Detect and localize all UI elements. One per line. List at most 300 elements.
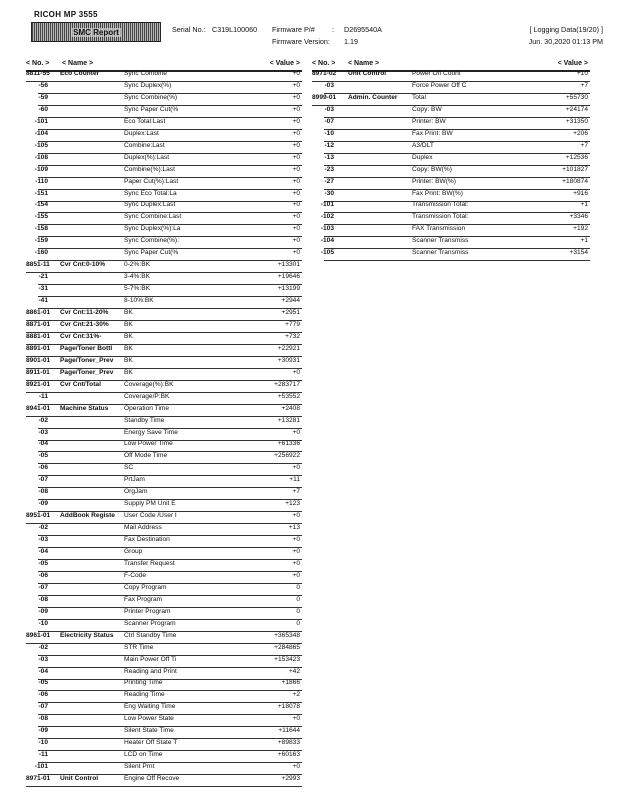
left-table-row	[26, 727, 302, 739]
left-table-row	[26, 512, 302, 524]
counter-number: -10	[324, 129, 334, 137]
counter-number: -02	[38, 524, 48, 532]
right-table-row	[312, 82, 590, 94]
printer-model: RICOH MP 3555	[34, 10, 98, 19]
counter-name: Eco Total:Last	[124, 117, 166, 125]
left-table-row	[26, 106, 302, 118]
left-table-row	[26, 273, 302, 285]
counter-name: Off Mode Time	[124, 452, 168, 460]
counter-value: +180874	[562, 177, 588, 185]
counter-number: -08	[38, 488, 48, 496]
counter-name: Copy: BW	[412, 105, 442, 113]
left-table-row	[26, 297, 302, 309]
counter-value: +192	[573, 225, 588, 233]
counter-group: Cvr Cnt:21-30%	[60, 320, 109, 328]
counter-group: Page/Toner Bottl	[60, 344, 113, 352]
counter-name: Combine:Last	[124, 141, 165, 149]
counter-number: -10	[38, 619, 48, 627]
left-table-row	[26, 596, 302, 608]
counter-number: -27	[324, 177, 334, 185]
left-table-row	[26, 309, 302, 321]
left-no-header: < No. >	[26, 60, 50, 67]
counter-name: Low Power Time	[124, 440, 173, 448]
counter-number: -105	[320, 249, 334, 257]
left-table-row	[26, 225, 302, 237]
counter-name: Copy Program	[124, 583, 167, 591]
left-table-row	[26, 440, 302, 452]
counter-name: Sync Paper Cut(%	[124, 249, 179, 257]
counter-value: +10	[576, 70, 588, 77]
right-table-row	[312, 94, 590, 106]
counter-value: +0	[292, 225, 300, 233]
counter-value: +55730	[565, 93, 588, 101]
counter-name: Low Power State	[124, 715, 174, 723]
left-table-row	[26, 82, 302, 94]
counter-name: Combine(%):Last	[124, 165, 175, 173]
right-table-row	[312, 118, 590, 130]
serial-label: Serial No.:	[172, 25, 206, 34]
counter-value: +13301	[277, 261, 300, 269]
counter-number: -151	[34, 189, 48, 197]
left-name-header: < Name >	[62, 60, 94, 67]
counter-value: +2951	[281, 309, 300, 316]
counter-group: Electricity Status	[60, 631, 114, 639]
left-table-row	[26, 166, 302, 178]
counter-value: +3154	[569, 249, 588, 257]
counter-number: -60	[38, 105, 48, 113]
counter-value: +0	[292, 165, 300, 173]
left-table-row	[26, 500, 302, 512]
counter-number: -10	[38, 739, 48, 747]
counter-value: +11644	[278, 727, 300, 735]
counter-number: -23	[324, 165, 334, 173]
counter-number: -04	[38, 667, 48, 675]
counter-name: Supply PM Unit E	[124, 500, 176, 508]
counter-name: F-Code	[124, 571, 146, 579]
counter-name: Operation Time	[124, 404, 170, 412]
counter-name: Silent State Time	[124, 727, 174, 735]
counter-name: Reading and Print	[124, 667, 177, 675]
counter-number: -154	[34, 201, 48, 209]
counter-name: Sync Combine(%):	[124, 237, 179, 245]
counter-value: +1	[580, 237, 588, 245]
counter-number: -05	[38, 452, 48, 460]
left-table-row	[26, 94, 302, 106]
counter-name: Energy Save Time	[124, 428, 178, 436]
left-table-row	[26, 429, 302, 441]
counter-name: Duplex(%):Last	[124, 153, 170, 161]
counter-value: +19646	[277, 273, 300, 281]
right-table-row	[312, 225, 590, 237]
counter-number: 8961-01	[26, 631, 51, 639]
counter-name: Sync Combine	[124, 70, 167, 77]
counter-number: -03	[38, 536, 48, 544]
left-table-row	[26, 369, 302, 381]
counter-value: +11	[289, 476, 300, 484]
counter-value: +732	[285, 332, 300, 340]
counter-value: +0	[292, 81, 300, 89]
counter-name: Scanner Transmiss	[412, 249, 469, 257]
counter-value: +0	[292, 464, 300, 472]
right-no-header: < No. >	[312, 60, 336, 67]
counter-number: -109	[34, 165, 48, 173]
counter-number: -41	[38, 297, 48, 305]
counter-value: 0	[296, 619, 300, 627]
counter-name: A3/DLT	[412, 141, 434, 149]
counter-number: -07	[324, 117, 334, 125]
counter-number: -11	[38, 392, 48, 400]
logging-data: [ Logging Data(19/20) ]	[529, 25, 603, 34]
left-table-row	[26, 381, 302, 393]
left-counter-table	[26, 68, 302, 796]
counter-number: 8901-01	[26, 356, 51, 364]
serial-value: C319L100060	[212, 25, 258, 34]
left-table-row	[26, 70, 302, 82]
counter-number: -11	[38, 751, 48, 759]
counter-value: +60163	[277, 751, 300, 759]
counter-name: Standby Time	[124, 416, 165, 424]
counter-name: Copy: BW(%)	[412, 165, 452, 173]
counter-number: -09	[38, 727, 48, 735]
counter-value: +0	[292, 512, 300, 520]
left-table-row	[26, 357, 302, 369]
left-table-row	[26, 703, 302, 715]
counter-name: Coverage/P:BK	[124, 392, 170, 400]
counter-value: +0	[292, 249, 300, 257]
left-table-row	[26, 452, 302, 464]
right-name-header: < Name >	[348, 60, 380, 67]
counter-name: Paper Cut(%):Last	[124, 177, 179, 185]
counter-value: +42	[288, 667, 300, 675]
counter-value: +0	[292, 177, 300, 185]
left-table-row	[26, 536, 302, 548]
right-table-row	[312, 178, 590, 190]
counter-number: -13	[324, 153, 334, 161]
counter-name: Fax Print: BW(%)	[412, 189, 463, 197]
counter-number: -102	[320, 213, 334, 221]
counter-name: BK	[124, 344, 133, 352]
counter-number: 8971-02	[312, 70, 337, 77]
left-table-row	[26, 691, 302, 703]
counter-value: +365348	[274, 631, 300, 639]
left-table-row	[26, 608, 302, 620]
right-table-row	[312, 154, 590, 166]
counter-name: FAX Transmission	[412, 225, 466, 233]
counter-number: -31	[38, 285, 48, 293]
counter-name: Fax Program	[124, 595, 163, 603]
left-table-row	[26, 118, 302, 130]
firmware-version-label: Firmware Version:	[272, 37, 330, 46]
counter-name: Transfer Request	[124, 559, 175, 567]
counter-value: +0	[292, 548, 300, 555]
counter-number: -105	[34, 141, 48, 149]
counter-value: +13	[288, 524, 300, 532]
counter-value: +1866	[281, 679, 300, 687]
left-table-row	[26, 739, 302, 751]
left-table-row	[26, 464, 302, 476]
counter-name: BK	[124, 309, 133, 316]
left-table-row	[26, 548, 302, 560]
counter-group: Unit Control	[60, 775, 99, 783]
counter-number: 8951-01	[26, 512, 51, 520]
counter-group: AddBook Registe	[60, 512, 115, 520]
left-table-row	[26, 178, 302, 190]
right-counter-table	[312, 68, 590, 268]
right-table-row	[312, 142, 590, 154]
counter-name: User Code /User I	[124, 512, 177, 520]
counter-name: BK	[124, 320, 133, 328]
report-date: Jun. 30,2020 01:13 PM	[528, 37, 603, 46]
counter-name: SC	[124, 464, 134, 472]
counter-name: Group	[124, 548, 143, 555]
counter-name: Printing Time	[124, 679, 163, 687]
counter-number: -03	[38, 655, 48, 663]
counter-value: +7	[292, 488, 300, 496]
counter-value: +2408	[281, 404, 300, 412]
counter-number: -158	[34, 225, 48, 233]
counter-name: Silent Prnt	[124, 763, 155, 771]
counter-name: Sync Duplex(%):La	[124, 225, 181, 233]
counter-name: Transmission Total:	[412, 201, 469, 209]
counter-number: -103	[320, 225, 334, 233]
counter-value: +30931	[277, 356, 300, 364]
counter-name: Printer: BW	[412, 117, 446, 125]
counter-name: Sync Duplex(%)	[124, 81, 172, 89]
counter-name: Sync Combine(%)	[124, 93, 178, 101]
counter-value: +916	[573, 189, 588, 197]
firmware-pn-label: Firmware P/#	[272, 25, 315, 34]
counter-number: -59	[38, 93, 48, 101]
counter-name: BK	[124, 332, 133, 340]
counter-number: -03	[38, 428, 48, 436]
counter-name: Ctrl Standby Time	[124, 631, 177, 639]
counter-number: -07	[38, 476, 48, 484]
left-table-row	[26, 154, 302, 166]
counter-number: -06	[38, 571, 48, 579]
counter-value: 0	[296, 583, 300, 591]
counter-name: 8-10%:BK	[124, 297, 154, 305]
counter-number: -08	[38, 715, 48, 723]
counter-value: +13281	[277, 416, 300, 424]
left-table-row	[26, 656, 302, 668]
counter-name: Mail Address	[124, 524, 162, 532]
counter-name: STR Time	[124, 643, 154, 651]
counter-value: 0	[296, 595, 300, 603]
right-table-row	[312, 249, 590, 261]
smc-report-badge	[31, 22, 161, 42]
counter-value: +779	[285, 320, 300, 328]
counter-number: 8921-01	[26, 380, 51, 388]
counter-number: -05	[38, 679, 48, 687]
counter-name: Fax Destination	[124, 536, 170, 544]
counter-value: +0	[292, 763, 300, 771]
counter-number: -160	[34, 249, 48, 257]
left-table-row	[26, 488, 302, 500]
counter-number: -101	[320, 201, 334, 209]
left-table-row	[26, 572, 302, 584]
counter-group: Admin. Counter	[348, 93, 398, 101]
counter-group: Page/Toner_Prev	[60, 368, 114, 376]
left-table-row	[26, 237, 302, 249]
left-table-row	[26, 763, 302, 775]
counter-number: -02	[38, 416, 48, 424]
row-underline	[26, 786, 302, 787]
counter-name: 5-7%:BK	[124, 285, 151, 293]
counter-name: Sync Duplex:Last	[124, 201, 176, 209]
right-table-row	[312, 213, 590, 225]
counter-number: 8851-11	[26, 261, 50, 269]
left-value-header: < Value >	[269, 60, 300, 67]
counter-name: Total	[412, 93, 426, 101]
counter-value: +0	[292, 536, 300, 544]
left-table-row	[26, 715, 302, 727]
counter-number: -03	[324, 105, 334, 113]
counter-value: +89833	[277, 739, 300, 747]
left-table-row	[26, 321, 302, 333]
counter-number: -08	[38, 595, 48, 603]
left-table-row	[26, 190, 302, 202]
counter-number: -12	[324, 141, 334, 149]
left-table-row	[26, 333, 302, 345]
counter-name: Heater Off State T	[124, 739, 178, 747]
counter-number: -07	[38, 703, 48, 711]
counter-value: +13199	[277, 285, 300, 293]
right-value-header: < Value >	[557, 60, 588, 67]
left-table-row	[26, 775, 302, 787]
counter-number: -104	[34, 129, 48, 137]
left-table-row	[26, 668, 302, 680]
left-table-row	[26, 584, 302, 596]
counter-name: Printer Program	[124, 607, 171, 615]
counter-number: -04	[38, 440, 48, 448]
counter-number: -02	[38, 643, 48, 651]
counter-value: +0	[292, 213, 300, 221]
left-table-row	[26, 393, 302, 405]
left-table-row	[26, 405, 302, 417]
counter-value: +284865	[274, 643, 300, 651]
counter-number: 8891-01	[26, 344, 51, 352]
counter-name: Main Power Off Ti	[124, 655, 177, 663]
left-table-row	[26, 644, 302, 656]
left-table-row	[26, 345, 302, 357]
right-table-row	[312, 201, 590, 213]
counter-group: Cvr Cnt:11-20%	[60, 309, 109, 316]
counter-value: +0	[292, 201, 300, 209]
smc-report-label: SMC Report	[73, 27, 119, 37]
counter-value: +22921	[277, 344, 300, 352]
counter-name: Printer: BW(%)	[412, 177, 456, 185]
left-table-row	[26, 560, 302, 572]
counter-group: Cvr Cnt/Total	[60, 380, 101, 388]
counter-name: Sync Eco Total:La	[124, 189, 177, 197]
counter-value: +206	[573, 129, 588, 137]
left-table-row	[26, 285, 302, 297]
right-table-row	[312, 237, 590, 249]
counter-number: -110	[35, 177, 48, 185]
counter-group: Eco Counter	[60, 70, 100, 77]
counter-name: Transmission Total:	[412, 213, 469, 221]
counter-name: Duplex:Last	[124, 129, 159, 137]
counter-number: 8881-01	[26, 332, 51, 340]
counter-value: +0	[292, 715, 300, 723]
right-table-row	[312, 106, 590, 118]
counter-value: +2944	[281, 297, 300, 305]
counter-value: +3346	[569, 213, 588, 221]
counter-name: Reading Time	[124, 691, 165, 699]
left-table-row	[26, 620, 302, 632]
counter-number: -06	[38, 464, 48, 472]
counter-number: -09	[38, 607, 48, 615]
counter-value: +0	[292, 189, 300, 197]
counter-value: +256922	[274, 452, 300, 460]
counter-number: -07	[38, 583, 48, 591]
counter-group: Cvr Cnt:0-10%	[60, 261, 106, 269]
counter-value: +12536	[565, 153, 588, 161]
counter-value: +24174	[565, 105, 588, 113]
counter-value: 0	[296, 607, 300, 615]
counter-value: +2	[292, 691, 300, 699]
counter-name: OrgJam	[124, 488, 148, 496]
counter-value: +0	[292, 153, 300, 161]
counter-value: +0	[292, 70, 300, 77]
counter-value: +0	[292, 237, 300, 245]
counter-value: +0	[292, 117, 300, 125]
counter-number: -21	[38, 273, 48, 281]
firmware-version-value: 1.19	[344, 37, 358, 46]
counter-value: +0	[292, 368, 300, 376]
counter-name: BK	[124, 356, 133, 364]
left-table-row	[26, 142, 302, 154]
counter-group: Cvr Cnt:31%-	[60, 332, 102, 340]
counter-value: +1	[580, 201, 588, 209]
counter-name: PrtJam	[124, 476, 145, 484]
counter-number: -03	[324, 81, 334, 89]
counter-value: +7	[580, 81, 588, 89]
counter-value: +31350	[565, 117, 588, 125]
left-table-row	[26, 249, 302, 261]
counter-value: +2993	[281, 775, 300, 783]
counter-number: -06	[38, 691, 48, 699]
row-underline	[324, 260, 590, 261]
counter-group: Page/Toner_Prev	[60, 356, 114, 364]
counter-number: -04	[38, 548, 48, 555]
counter-value: +0	[292, 428, 300, 436]
counter-number: -09	[38, 500, 48, 508]
counter-number: -155	[34, 213, 48, 221]
counter-value: +0	[292, 105, 300, 113]
counter-number: -159	[34, 237, 48, 245]
counter-number: -101	[34, 117, 48, 125]
counter-number: -56	[38, 81, 48, 89]
counter-name: Fax Print: BW	[412, 129, 453, 137]
counter-name: Sync Paper Cut(%	[124, 105, 179, 113]
counter-name: Engine Off Recove	[124, 775, 180, 783]
counter-value: +53552	[277, 392, 300, 400]
counter-group: Machine Status	[60, 404, 109, 412]
counter-value: +153423	[274, 655, 300, 663]
left-table-row	[26, 417, 302, 429]
counter-number: 8861-01	[26, 309, 51, 316]
counter-number: 8811-55	[26, 70, 50, 77]
counter-number: -108	[34, 153, 48, 161]
counter-name: BK	[124, 368, 133, 376]
counter-number: 8871-01	[26, 320, 51, 328]
left-table-row	[26, 261, 302, 273]
left-table-row	[26, 679, 302, 691]
left-table-row	[26, 524, 302, 536]
counter-value: +61336	[277, 440, 300, 448]
left-table-row	[26, 130, 302, 142]
